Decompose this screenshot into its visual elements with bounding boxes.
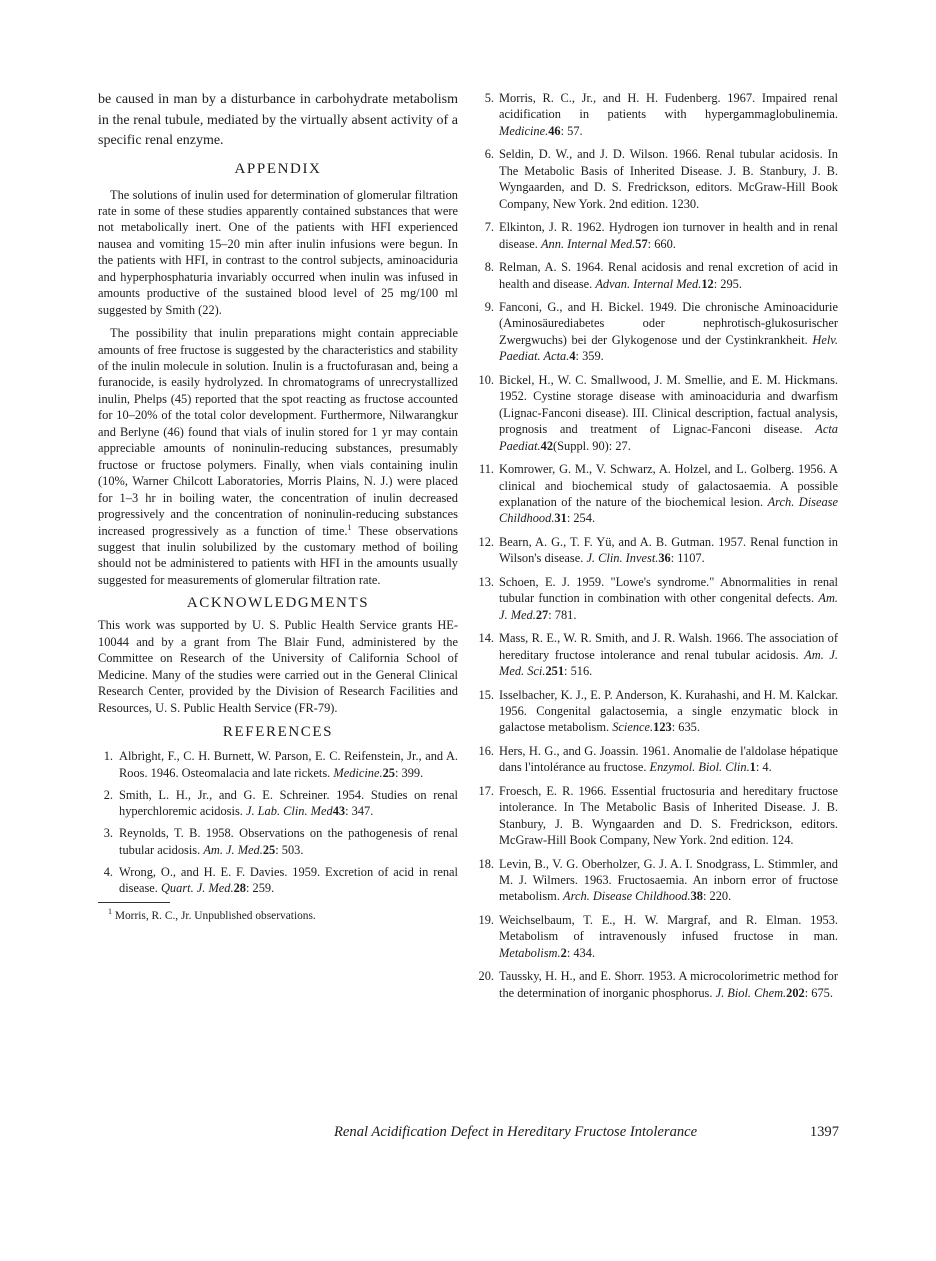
reference-pages: : 254. (566, 511, 596, 526)
reference-pages: : 4. (755, 760, 772, 775)
reference-number: 7. (484, 220, 494, 235)
reference-item (478, 687, 838, 736)
reference-journal: Advan. Internal Med. (595, 276, 702, 291)
reference-item (478, 783, 838, 849)
reference-pages: : 434. (566, 945, 596, 960)
reference-item (478, 968, 838, 1001)
appendix-paragraph-2 (98, 325, 458, 588)
reference-pages: : 57. (560, 123, 583, 138)
reference-journal: Am. J. Med. (499, 591, 838, 622)
appendix-paragraph-2-text-end: These observations suggest that inulin solubilized by the customary method of boiling should not be administered to patients with HFI in the amounts usually suggested for measurements of glomerular filtration rate. (98, 523, 458, 587)
appendix-paragraph-2-text: The possibility that inulin preparations might contain appreciable amounts of free fructose is suggested by the characteristics and stability of the inulin molecule in solution. Inulin is a fructofurasan and, being a furanocide, is easily hydrolyzed. In chromatograms of unrecrystallized inulin, Phelps (45) reported that the spot reacting as fructose accounted for 10–20% of the total color development. Furthermore, Nilwarangkur and Berlyne (46) found that vials of inulin stored for 1 yr may contain appreciable amounts of noninulin-reducing substances, presumably fructose or fructose polymers. Finally, when vials containing inulin (10%, Warner Chilcott Laboratories, Morris Plains, N. J.) were placed for 1–3 hr in boiling water, the concentration of inulin decreased progressively and the concentration of noninulin-reducing substances increased progressively as a function of time. (98, 326, 458, 538)
reference-pages: : 295. (713, 276, 742, 291)
reference-item (478, 912, 838, 961)
reference-volume: 57 (635, 236, 648, 251)
reference-number: 10. (478, 372, 494, 387)
reference-number: 9. (484, 299, 494, 314)
reference-volume: 1 (749, 760, 756, 775)
reference-number: 20. (478, 969, 494, 984)
reference-item (98, 748, 458, 781)
reference-journal: Medicine. (333, 765, 383, 780)
reference-item (478, 372, 838, 454)
reference-journal: Helv. Paediat. Acta. (499, 332, 838, 364)
reference-pages: (Suppl. 90): 27. (553, 438, 631, 453)
reference-text: Schoen, E. J. 1959. "Lowe's syndrome." Abnormalities in renal tubular function in combination with other congenital defects. (499, 574, 838, 606)
reference-item (478, 534, 838, 567)
reference-pages: : 347. (345, 804, 374, 819)
reference-journal: J. Clin. Invest. (586, 551, 659, 566)
reference-volume: 38 (690, 889, 703, 904)
footnote-number: 1 (108, 907, 112, 917)
reference-item (478, 219, 838, 252)
reference-number: 16. (478, 743, 494, 758)
reference-volume: 27 (535, 607, 549, 622)
reference-item (478, 461, 838, 527)
reference-item (98, 825, 458, 858)
reference-item (98, 787, 458, 820)
reference-volume: 123 (653, 720, 672, 735)
reference-number: 2. (103, 787, 113, 802)
reference-pages: : 1107. (670, 551, 705, 566)
reference-journal: Arch. Disease Childhood. (499, 494, 838, 526)
reference-volume: 2 (560, 945, 567, 960)
footnote-rule (98, 902, 170, 903)
reference-pages: : 516. (564, 664, 593, 679)
reference-item (478, 90, 838, 139)
reference-list-left (98, 748, 458, 896)
reference-number: 4. (103, 864, 113, 879)
reference-pages: : 675. (804, 985, 833, 1000)
reference-number: 15. (478, 687, 494, 702)
reference-number: 11. (478, 462, 494, 477)
right-column (478, 90, 838, 1008)
reference-pages: : 220. (702, 889, 732, 904)
reference-volume: 251 (545, 664, 565, 679)
reference-volume: 46 (548, 123, 561, 138)
reference-pages: : 781. (548, 607, 577, 622)
reference-journal: Medicine. (499, 123, 549, 138)
reference-volume: 36 (658, 551, 671, 566)
reference-text: Elkinton, J. R. 1962. Hydrogen ion turnover in health and in renal disease. (499, 220, 838, 251)
reference-item (478, 259, 838, 292)
reference-journal: J. Lab. Clin. Med (245, 804, 333, 819)
reference-item (478, 856, 838, 905)
reference-journal: J. Biol. Chem. (715, 985, 787, 1000)
running-title: Renal Acidification Defect in Hereditary Fructose Intolerance (334, 1124, 698, 1140)
reference-item (478, 574, 838, 623)
reference-text: Levin, B., V. G. Oberholzer, G. J. A. I. Snodgrass, L. Stimmler, and M. J. Wilmers. 1963. Fructosaemia. An inborn error of fructose metabolism. (499, 856, 838, 904)
reference-journal: Quart. J. Med. (160, 881, 234, 896)
reference-volume: 12 (701, 276, 714, 291)
reference-number: 19. (478, 912, 494, 927)
reference-text: Bickel, H., W. C. Smallwood, J. M. Smellie, and E. M. Hickmans. 1952. Cystine storage disease with aminoaciduria and dwarfism (Lignac-Fanconi disease). III. Clinical description, factual analysis, prognosis and treatment of Lignac-Fanconi disease. (499, 372, 838, 437)
reference-text: Reynolds, T. B. 1958. Observations on the pathogenesis of renal tubular acidosis. (119, 826, 458, 857)
appendix-paragraph-1: The solutions of inulin used for determination of glomerular filtration rate in some of these studies apparently contained substances that were not metabolically inert. One of the patients with HFI experienced nausea and vomiting 15–20 min after inulin infusions were begun. In the patients with HFI, in contrast to the control subjects, aminoaciduria and hyperphosphaturia invariably occurred when inulin was infused in amounts productive of the sustained blood level of 25 mg/100 ml suggested by Smith (22). (98, 187, 458, 317)
reference-pages: : 635. (671, 720, 700, 735)
reference-number: 6. (484, 147, 494, 162)
references-heading: REFERENCES (222, 724, 334, 741)
reference-text: Relman, A. S. 1964. Renal acidosis and renal excretion of acid in health and disease. (499, 260, 838, 291)
reference-volume: 43 (332, 804, 346, 819)
acknowledgments-heading: ACKNOWLEDGMENTS (186, 595, 370, 612)
reference-volume: 25 (382, 765, 395, 780)
reference-text: Isselbacher, K. J., E. P. Anderson, K. Kurahashi, and H. M. Kalckar. 1956. Congenital galactosemia, a single enzymatic block in galactose metabolism. (499, 687, 838, 735)
reference-journal: Ann. Internal Med. (540, 236, 636, 251)
reference-item (98, 864, 458, 897)
reference-text: Weichselbaum, T. E., H. W. Margraf, and R. Elman. 1953. Metabolism of intravenously infused fructose in man. (499, 912, 838, 944)
left-column (98, 90, 458, 924)
footnote (98, 909, 458, 924)
reference-pages: : 399. (394, 765, 424, 780)
reference-journal: Metabolism. (499, 945, 561, 960)
reference-item (478, 299, 838, 365)
reference-volume: 202 (786, 985, 805, 1000)
reference-number: 3. (103, 826, 113, 841)
reference-journal: Am. J. Med. (203, 842, 263, 857)
reference-text: Seldin, D. W., and J. D. Wilson. 1966. Renal tubular acidosis. In The Metabolic Basis of Inherited Disease. J. B. Stanbury, J. B. Wyngaarden, and D. S. Fredrickson, editors. McGraw-Hill Book Company, New York. 2nd edition. 1230. (499, 147, 838, 211)
reference-text: Morris, R. C., Jr., and H. H. Fudenberg. 1967. Impaired renal acidification in patients with hypergammaglobulinemia. (499, 91, 838, 122)
reference-pages: : 259. (245, 881, 275, 896)
reference-number: 12. (478, 534, 494, 549)
reference-text: Bearn, A. G., T. F. Yü, and A. B. Gutman. 1957. Renal function in Wilson's disease. (499, 534, 838, 566)
reference-journal: Am. J. Med. Sci. (499, 647, 838, 679)
reference-volume: 42 (540, 438, 554, 453)
reference-journal: Enzymol. Biol. Clin. (649, 760, 750, 775)
reference-number: 14. (478, 631, 494, 646)
reference-volume: 25 (262, 842, 276, 857)
reference-list-right (478, 90, 838, 1001)
reference-text: Albright, F., C. H. Burnett, W. Parson, E. C. Reifenstein, Jr., and A. Roos. 1946. Osteomalacia and late rickets. (119, 749, 458, 780)
reference-volume: 31 (554, 511, 567, 526)
footnote-marker: 1 (347, 522, 352, 532)
reference-volume: 4 (569, 349, 576, 364)
reference-text: Komrower, G. M., V. Schwarz, A. Holzel, and L. Golberg. 1956. A clinical and biochemical study of galactosaemia. A possible explanation of the nature of the biochemical lesion. (499, 462, 838, 509)
reference-number: 13. (478, 574, 494, 589)
reference-text: Taussky, H. H., and E. Shorr. 1953. A microcolorimetric method for the determination of inorganic phosphorus. (499, 969, 838, 1000)
reference-text: Mass, R. E., W. R. Smith, and J. R. Walsh. 1966. The association of hereditary fructose intolerance and renal tubular acidosis. (499, 631, 838, 662)
reference-pages: : 660. (647, 236, 676, 251)
reference-text: Smith, L. H., Jr., and G. E. Schreiner. 1954. Studies on renal hyperchloremic acidosis. (119, 787, 458, 819)
reference-journal: Science. (612, 720, 654, 735)
reference-item (478, 146, 838, 212)
reference-number: 1. (103, 749, 113, 764)
appendix-heading: APPENDIX (234, 160, 322, 177)
reference-pages: : 359. (575, 349, 604, 364)
intro-paragraph: be caused in man by a disturbance in carbohydrate metabolism in the renal tubule, mediated by the virtually absent activity of a specific renal enzyme. (98, 92, 458, 148)
reference-number: 5. (484, 91, 494, 105)
reference-journal: Acta Paediat. (499, 422, 838, 453)
page-number: 1397 (809, 1124, 839, 1140)
reference-text: Hers, H. G., and G. Joassin. 1961. Anomalie de l'aldolase hépatique dans l'intolérance au fructose. (499, 743, 838, 775)
reference-number: 18. (478, 856, 494, 871)
reference-text: Wrong, O., and H. E. F. Davies. 1959. Excretion of acid in renal disease. (119, 864, 458, 896)
acknowledgments-text: This work was supported by U. S. Public Health Service grants HE-10044 and by a grant from The Blair Fund, administered by the Committee on Research of the University of California School of Medicine. Many of the studies were carried out in the General Clinical Research Center, provided by the Division of Research Facilities and Resources, U. S. Public Health Service (FR-79). (98, 618, 458, 715)
reference-journal: Arch. Disease Childhood. (563, 889, 691, 904)
footnote-text: Morris, R. C., Jr. Unpublished observations. (114, 910, 316, 923)
reference-text: Froesch, E. R. 1966. Essential fructosuria and hereditary fructose intolerance. In The Metabolic Basis of Inherited Disease. J. B. Stanbury, J. B. Wyngaarden and D. S. Fredrickson, editors. McGraw-Hill Book Company, New York. 2nd edition. 124. (499, 783, 838, 848)
reference-text: Fanconi, G., and H. Bickel. 1949. Die chronische Aminoacidurie (Aminosäurediabetes oder nephrotisch-glukosurischer Zwergwuchs) bei der Glykogenose und der Cystinkrankheit. (499, 299, 838, 347)
reference-item (478, 630, 838, 679)
reference-item (478, 743, 838, 776)
reference-pages: : 503. (275, 842, 304, 857)
reference-number: 17. (478, 783, 494, 798)
reference-volume: 28 (233, 881, 246, 896)
reference-number: 8. (484, 260, 494, 275)
